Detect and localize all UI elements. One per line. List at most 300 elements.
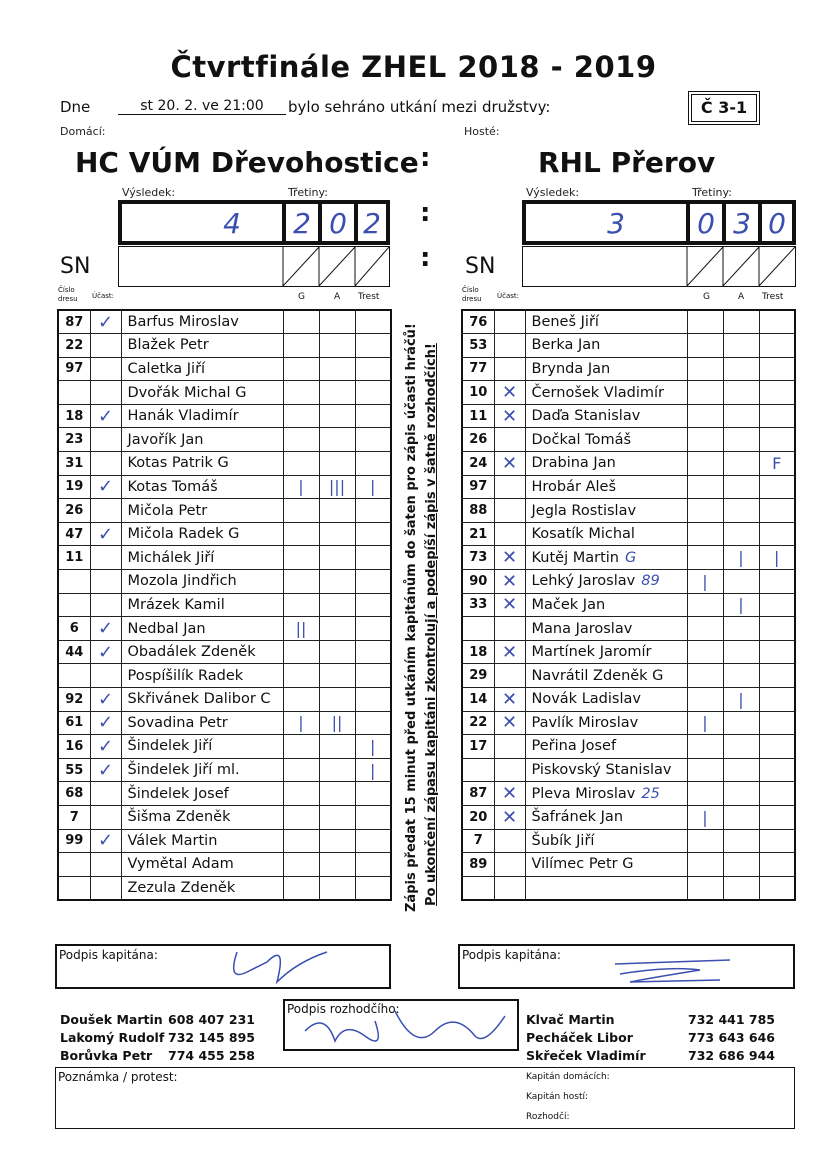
stat-a: [723, 617, 759, 641]
stat-t: [355, 570, 391, 594]
roster-row: [58, 805, 391, 829]
jersey-number: 16: [58, 735, 90, 759]
stat-a: [319, 499, 355, 523]
stat-a: [319, 404, 355, 428]
jersey-number: [58, 570, 90, 594]
contacts-right: [526, 1012, 775, 1066]
roster-row: [58, 381, 391, 405]
stat-a: [723, 310, 759, 334]
referee-signature-box: [283, 999, 519, 1051]
sn-separator: :: [420, 243, 431, 273]
jersey-number: 47: [58, 522, 90, 546]
jersey-number: 87: [462, 782, 494, 806]
participation-mark: ✓: [90, 711, 121, 735]
home-result-label: Výsledek:: [122, 186, 176, 199]
roster-row: [58, 688, 391, 712]
player-name: Mičola Radek G: [121, 522, 283, 546]
player-name: Brynda Jan: [525, 357, 687, 381]
contact-name: Klvač Martin: [526, 1012, 615, 1027]
home-captain-footer: Kapitán domácích:: [526, 1072, 610, 1082]
stat-a: [319, 593, 355, 617]
participation-mark: [90, 499, 121, 523]
stat-g: [283, 735, 319, 759]
player-name: [525, 876, 687, 900]
stat-t: [355, 876, 391, 900]
participation-mark: [494, 499, 525, 523]
player-name: Mozola Jindřich: [121, 570, 283, 594]
stat-a: [723, 452, 759, 476]
stat-g: [687, 452, 723, 476]
roster-row: [58, 593, 391, 617]
guest-captain-signature: [610, 952, 750, 992]
match-date: st 20. 2. ve 21:00: [118, 98, 286, 115]
player-name: Kosatík Michal: [525, 522, 687, 546]
stat-a: [723, 805, 759, 829]
roster-row: [462, 310, 795, 334]
participation-mark: [90, 546, 121, 570]
player-name: Martínek Jaromír: [525, 640, 687, 664]
stat-g: |: [283, 475, 319, 499]
jersey-number: 14: [462, 688, 494, 712]
roster-row: [58, 546, 391, 570]
participation-mark: ✕: [494, 452, 525, 476]
player-name: Obadálek Zdeněk: [121, 640, 283, 664]
player-name: Mičola Petr: [121, 499, 283, 523]
roster-row: [462, 853, 795, 877]
guest-period-1: 0: [688, 202, 724, 243]
stat-t: |: [355, 735, 391, 759]
stat-a: [319, 664, 355, 688]
team-separator: :: [420, 143, 431, 173]
jersey-number: 26: [462, 428, 494, 452]
stat-t: [355, 499, 391, 523]
participation-mark: [494, 334, 525, 358]
stat-a: [319, 428, 355, 452]
stat-t: [355, 617, 391, 641]
player-name: Sovadina Petr: [121, 711, 283, 735]
stat-t: [759, 735, 795, 759]
participation-mark: ✕: [494, 546, 525, 570]
jersey-number: 68: [58, 782, 90, 806]
participation-mark: ✕: [494, 381, 525, 405]
guest-sn-box: [522, 246, 796, 287]
played-text: bylo sehráno utkání mezi družstvy:: [288, 98, 551, 116]
player-name: Mrázek Kamil: [121, 593, 283, 617]
roster-row: [462, 688, 795, 712]
home-col-num: Číslo dresu: [58, 286, 78, 303]
stat-t: [759, 640, 795, 664]
guest-periods-label: Třetiny:: [692, 186, 732, 199]
home-period-2: 0: [320, 202, 356, 243]
stat-a: [723, 758, 759, 782]
home-captain-signature: [217, 942, 357, 992]
roster-row: [462, 522, 795, 546]
contact-row: [526, 1030, 775, 1048]
jersey-number: [58, 593, 90, 617]
stat-g: [687, 546, 723, 570]
guest-col-num: Číslo dresu: [462, 286, 482, 303]
participation-mark: ✓: [90, 640, 121, 664]
stat-g: [283, 758, 319, 782]
stat-t: [355, 688, 391, 712]
stat-a: |: [723, 593, 759, 617]
participation-mark: ✓: [90, 310, 121, 334]
guest-captain-box: [458, 944, 795, 989]
player-name: Skřivánek Dalibor C: [121, 688, 283, 712]
stat-a: [319, 381, 355, 405]
roster-row: [58, 876, 391, 900]
stat-a: [319, 853, 355, 877]
note-box: [55, 1067, 795, 1129]
player-name: Michálek Jiří: [121, 546, 283, 570]
participation-mark: [90, 452, 121, 476]
stat-g: |: [687, 805, 723, 829]
participation-mark: [90, 570, 121, 594]
vertical-instruction-2: Po ukončení zápasu kapitáni zkontrolují a podepíší zápis v šatně rozhodčích!: [424, 343, 439, 906]
roster-row: [462, 546, 795, 570]
player-name: Mana Jaroslav: [525, 617, 687, 641]
contact-phone: 732 686 944: [688, 1048, 775, 1063]
stat-a: [723, 853, 759, 877]
jersey-number: 55: [58, 758, 90, 782]
jersey-number: [462, 617, 494, 641]
jersey-number: 87: [58, 310, 90, 334]
roster-row: [58, 735, 391, 759]
player-name: Daďa Stanislav: [525, 404, 687, 428]
stat-g: [687, 310, 723, 334]
player-note: 25: [641, 785, 660, 802]
jersey-number: 18: [58, 404, 90, 428]
player-name: Barfus Miroslav: [121, 310, 283, 334]
stat-t: [759, 758, 795, 782]
roster-row: [58, 404, 391, 428]
jersey-number: [58, 664, 90, 688]
home-score-box: [118, 200, 390, 245]
jersey-number: 29: [462, 664, 494, 688]
guest-sn-label: SN: [465, 254, 496, 279]
jersey-number: 26: [58, 499, 90, 523]
roster-row: [58, 357, 391, 381]
participation-mark: ✓: [90, 522, 121, 546]
stat-a: [319, 735, 355, 759]
roster-row: [58, 664, 391, 688]
participation-mark: [494, 853, 525, 877]
player-name: Vilímec Petr G: [525, 853, 687, 877]
stat-t: [355, 310, 391, 334]
home-period-1: 2: [284, 202, 320, 243]
roster-row: [58, 711, 391, 735]
jersey-number: 61: [58, 711, 90, 735]
roster-row: [462, 334, 795, 358]
roster-row: [58, 334, 391, 358]
player-name: Lehký Jaroslav 89: [525, 570, 687, 594]
stat-a: [723, 782, 759, 806]
guest-captain-footer: Kapitán hostí:: [526, 1092, 589, 1102]
jersey-number: 97: [462, 475, 494, 499]
stat-a: [319, 334, 355, 358]
stat-t: [355, 546, 391, 570]
home-period-3: 2: [356, 202, 388, 243]
home-captain-box: [55, 944, 391, 989]
player-name: Šišma Zdeněk: [121, 805, 283, 829]
stat-t: [355, 452, 391, 476]
stat-t: [759, 310, 795, 334]
stat-t: [355, 664, 391, 688]
contact-row: [526, 1012, 775, 1030]
date-label: Dne: [60, 98, 91, 116]
stat-g: [283, 499, 319, 523]
contact-name: Borůvka Petr: [60, 1048, 153, 1063]
stat-g: [687, 428, 723, 452]
jersey-number: 97: [58, 357, 90, 381]
player-name: Pavlík Miroslav: [525, 711, 687, 735]
stat-g: [283, 782, 319, 806]
participation-mark: ✓: [90, 404, 121, 428]
participation-mark: [90, 782, 121, 806]
jersey-number: 17: [462, 735, 494, 759]
stat-t: [355, 782, 391, 806]
home-team-name: HC VÚM Dřevohostice: [75, 146, 419, 179]
guest-score: 3: [607, 207, 625, 240]
stat-g: [283, 357, 319, 381]
guest-col-a: A: [738, 292, 745, 302]
participation-mark: ✓: [90, 475, 121, 499]
stat-a: [723, 522, 759, 546]
player-name: Hanák Vladimír: [121, 404, 283, 428]
player-name: Šindelek Jiří ml.: [121, 758, 283, 782]
participation-mark: [494, 664, 525, 688]
roster-row: [462, 829, 795, 853]
participation-mark: ✕: [494, 593, 525, 617]
jersey-number: 22: [58, 334, 90, 358]
roster-row: [462, 357, 795, 381]
participation-mark: [494, 428, 525, 452]
stat-a: [319, 782, 355, 806]
stat-t: F: [759, 452, 795, 476]
jersey-number: 44: [58, 640, 90, 664]
participation-mark: [90, 664, 121, 688]
stat-a: [723, 428, 759, 452]
roster-row: [462, 570, 795, 594]
stat-g: [283, 640, 319, 664]
contact-phone: 774 455 258: [168, 1048, 255, 1063]
contact-phone: 773 643 646: [688, 1030, 775, 1045]
stat-g: [283, 570, 319, 594]
stat-a: [319, 617, 355, 641]
player-name: Kotas Tomáš: [121, 475, 283, 499]
participation-mark: [90, 593, 121, 617]
stat-a: [723, 829, 759, 853]
participation-mark: [494, 829, 525, 853]
jersey-number: [58, 853, 90, 877]
stat-a: |||: [319, 475, 355, 499]
stat-g: ||: [283, 617, 319, 641]
participation-mark: ✓: [90, 758, 121, 782]
stat-a: [723, 357, 759, 381]
roster-row: [58, 853, 391, 877]
roster-row: [462, 593, 795, 617]
stat-g: [283, 334, 319, 358]
participation-mark: ✕: [494, 404, 525, 428]
guest-team-name: RHL Přerov: [538, 146, 716, 179]
referee-footer: Rozhodčí:: [526, 1112, 570, 1122]
stat-g: |: [283, 711, 319, 735]
jersey-number: 22: [462, 711, 494, 735]
participation-mark: [90, 334, 121, 358]
participation-mark: ✕: [494, 782, 525, 806]
participation-mark: [494, 357, 525, 381]
referee-signature: [285, 991, 521, 1061]
jersey-number: 21: [462, 522, 494, 546]
stat-t: [759, 617, 795, 641]
participation-mark: [494, 522, 525, 546]
stat-t: [759, 593, 795, 617]
roster-row: [462, 640, 795, 664]
player-name: Novák Ladislav: [525, 688, 687, 712]
guest-sn-diagonals: [523, 247, 795, 286]
stat-g: [687, 593, 723, 617]
stat-a: [319, 829, 355, 853]
stat-g: [283, 522, 319, 546]
stat-t: [355, 711, 391, 735]
stat-t: [355, 404, 391, 428]
match-code-box: [688, 91, 760, 125]
jersey-number: 76: [462, 310, 494, 334]
roster-row: [58, 640, 391, 664]
stat-t: [355, 853, 391, 877]
player-name: Kotas Patrik G: [121, 452, 283, 476]
jersey-number: [58, 876, 90, 900]
player-name: Šindelek Josef: [121, 782, 283, 806]
stat-a: [319, 570, 355, 594]
stat-g: [687, 829, 723, 853]
home-label: Domácí:: [60, 125, 106, 138]
participation-mark: ✓: [90, 617, 121, 641]
stat-a: [723, 570, 759, 594]
player-name: Zezula Zdeněk: [121, 876, 283, 900]
roster-row: [462, 758, 795, 782]
stat-g: [687, 381, 723, 405]
player-name: Černošek Vladimír: [525, 381, 687, 405]
player-name: Dočkal Tomáš: [525, 428, 687, 452]
participation-mark: [494, 735, 525, 759]
home-sn-box: [118, 246, 390, 287]
home-col-trest: Trest: [358, 292, 380, 302]
player-name: Navrátil Zdeněk G: [525, 664, 687, 688]
roster-row: [58, 758, 391, 782]
page-title: Čtvrtfinále ZHEL 2018 - 2019: [170, 50, 657, 84]
home-sn-diagonals: [119, 247, 389, 286]
participation-mark: ✕: [494, 711, 525, 735]
stat-a: [723, 334, 759, 358]
stat-t: [355, 357, 391, 381]
stat-g: [283, 428, 319, 452]
jersey-number: 33: [462, 593, 494, 617]
stat-g: [687, 688, 723, 712]
guest-captain-label: Podpis kapitána:: [462, 948, 561, 962]
roster-row: [462, 876, 795, 900]
stat-g: [283, 805, 319, 829]
stat-a: [723, 735, 759, 759]
jersey-number: 92: [58, 688, 90, 712]
stat-a: [723, 664, 759, 688]
stat-a: [319, 758, 355, 782]
stat-t: [759, 357, 795, 381]
stat-a: [723, 499, 759, 523]
guest-score-box: [522, 200, 796, 245]
stat-a: [319, 876, 355, 900]
jersey-number: 89: [462, 853, 494, 877]
participation-mark: [494, 475, 525, 499]
stat-t: [355, 593, 391, 617]
roster-row: [462, 664, 795, 688]
stat-g: [283, 593, 319, 617]
jersey-number: 11: [462, 404, 494, 428]
stat-g: |: [687, 711, 723, 735]
stat-g: [283, 688, 319, 712]
match-code: Č 3-1: [691, 94, 757, 122]
roster-row: [58, 428, 391, 452]
stat-t: [759, 782, 795, 806]
roster-row: [58, 829, 391, 853]
stat-a: |: [723, 688, 759, 712]
player-name: Nedbal Jan: [121, 617, 283, 641]
stat-t: [759, 522, 795, 546]
player-name: Drabina Jan: [525, 452, 687, 476]
participation-mark: ✕: [494, 640, 525, 664]
jersey-number: 99: [58, 829, 90, 853]
stat-a: [319, 357, 355, 381]
stat-a: [319, 546, 355, 570]
home-sn-label: SN: [60, 254, 91, 279]
stat-g: [283, 829, 319, 853]
roster-row: [462, 499, 795, 523]
contact-row: [60, 1048, 255, 1066]
player-name: Pleva Miroslav 25: [525, 782, 687, 806]
player-note: G: [624, 549, 637, 566]
stat-t: [759, 381, 795, 405]
guest-col-trest: Trest: [762, 292, 784, 302]
roster-row: [462, 381, 795, 405]
participation-mark: ✕: [494, 688, 525, 712]
participation-mark: [90, 876, 121, 900]
stat-a: [723, 711, 759, 735]
stat-a: [723, 640, 759, 664]
roster-row: [462, 711, 795, 735]
contact-name: Skřeček Vladimír: [526, 1048, 646, 1063]
stat-a: [723, 475, 759, 499]
participation-mark: [494, 310, 525, 334]
stat-g: [687, 758, 723, 782]
stat-g: [687, 475, 723, 499]
player-name: Peřina Josef: [525, 735, 687, 759]
jersey-number: 77: [462, 357, 494, 381]
participation-mark: ✕: [494, 805, 525, 829]
player-name: Beneš Jiří: [525, 310, 687, 334]
player-name: Berka Jan: [525, 334, 687, 358]
roster-row: [58, 475, 391, 499]
stat-t: [759, 688, 795, 712]
stat-t: [355, 381, 391, 405]
player-name: Piskovský Stanislav: [525, 758, 687, 782]
stat-t: |: [355, 758, 391, 782]
contact-name: Doušek Martin: [60, 1012, 163, 1027]
stat-a: [319, 688, 355, 712]
player-note: 89: [641, 573, 660, 590]
roster-row: [462, 617, 795, 641]
jersey-number: [58, 381, 90, 405]
stat-g: [283, 853, 319, 877]
